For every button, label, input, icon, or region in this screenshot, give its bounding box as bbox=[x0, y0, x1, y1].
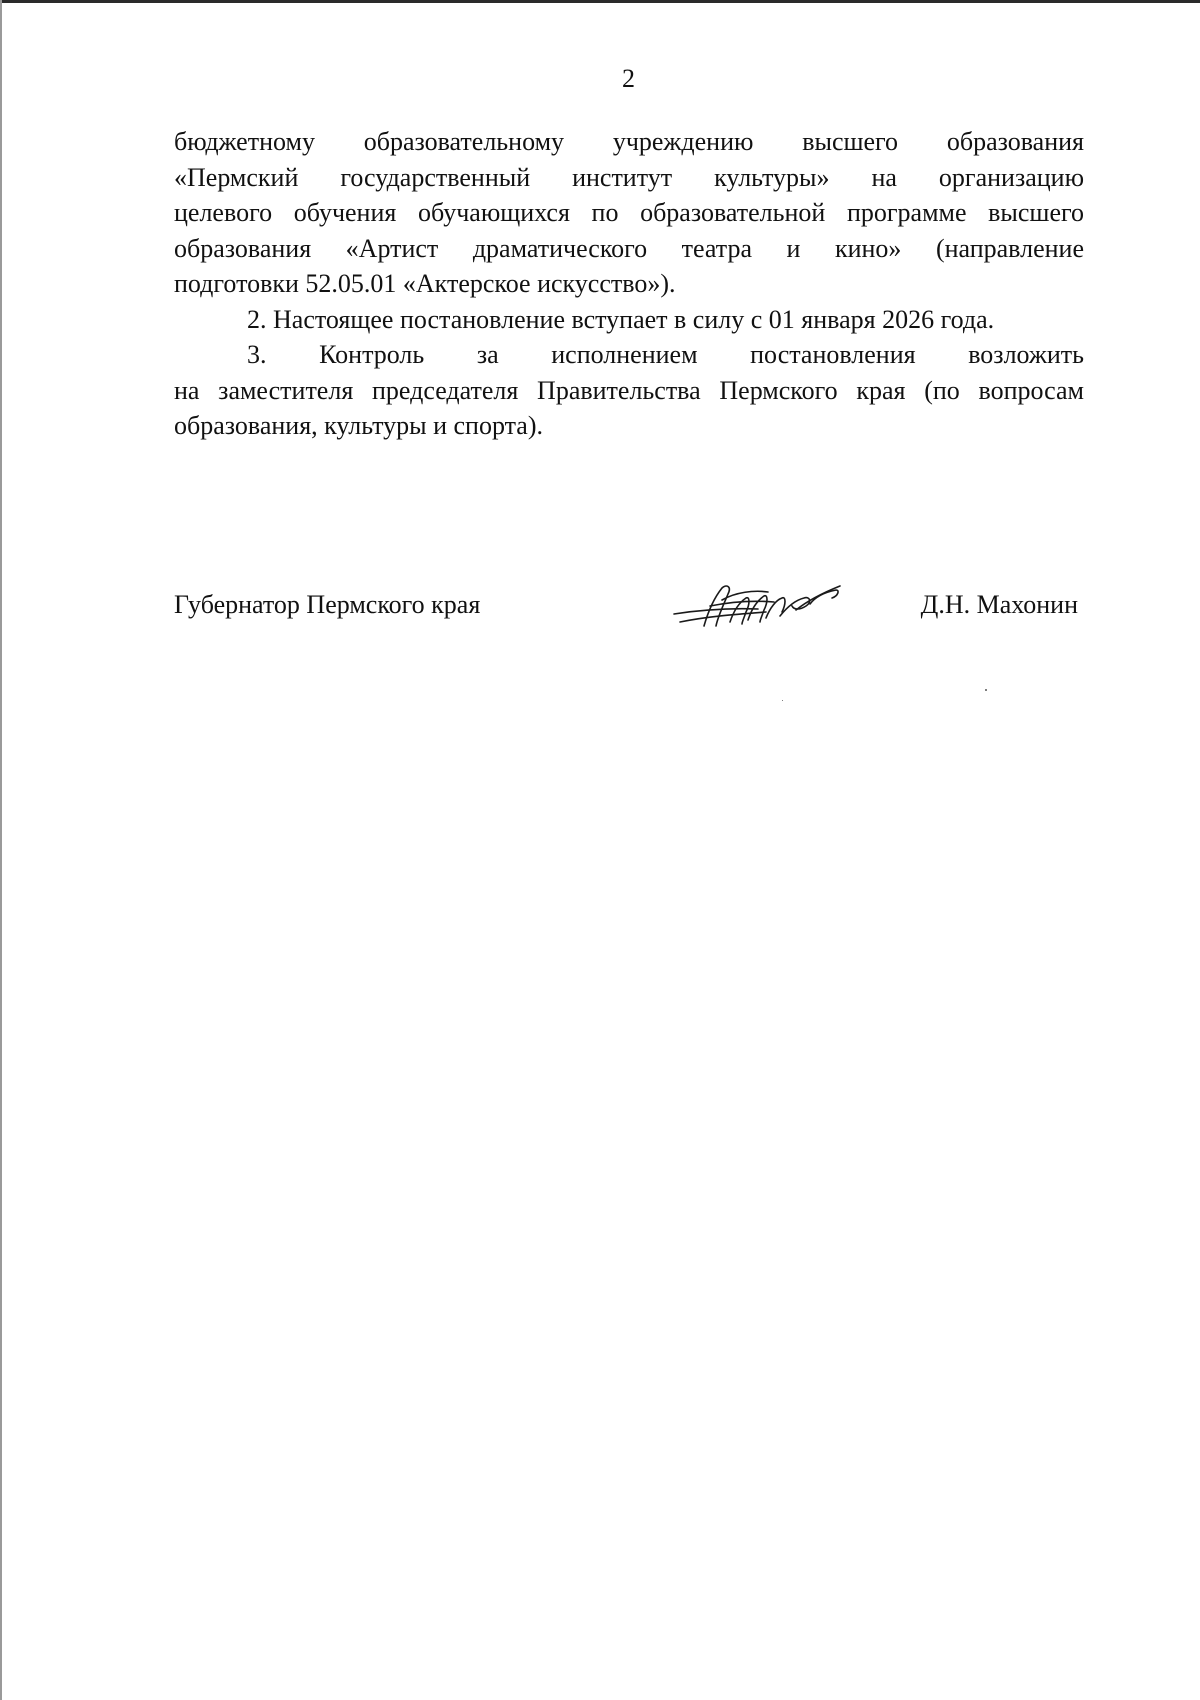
handwritten-signature bbox=[670, 576, 844, 636]
paragraph-line-3: целевого обучения обучающихся по образовательной программе высшего bbox=[174, 198, 1084, 227]
scan-speck bbox=[985, 689, 987, 691]
paragraph-line-1: бюджетному образовательному учреждению высшего образования bbox=[174, 127, 1084, 156]
item-3-first-line: 3. Контроль за исполнением постановления возложить bbox=[247, 340, 1084, 369]
paragraph-line-4: образования «Артист драматического театра и кино» (направление bbox=[174, 233, 1084, 263]
signatory-name: Д.Н. Махонин bbox=[920, 590, 1078, 619]
paragraph-line-2: «Пермский государственный институт культуры» на организацию bbox=[174, 162, 1084, 192]
paragraph-line-5: подготовки 52.05.01 «Актерское искусство»). bbox=[174, 269, 676, 298]
signatory-title: Губернатор Пермского края bbox=[174, 590, 481, 619]
page-number: 2 bbox=[622, 64, 635, 93]
item-2-effective-date: 2. Настоящее постановление вступает в силу с 01 января 2026 года. bbox=[247, 304, 995, 334]
scan-edge-left bbox=[0, 0, 2, 1700]
signature-block bbox=[174, 582, 1084, 632]
document-body bbox=[174, 124, 1084, 444]
scan-speck bbox=[782, 700, 783, 701]
item-3-rest: на заместителя председателя Правительства Пермского края (по вопросам образования, культуры и спорта). bbox=[174, 375, 1084, 440]
scan-edge-top bbox=[0, 0, 1200, 3]
